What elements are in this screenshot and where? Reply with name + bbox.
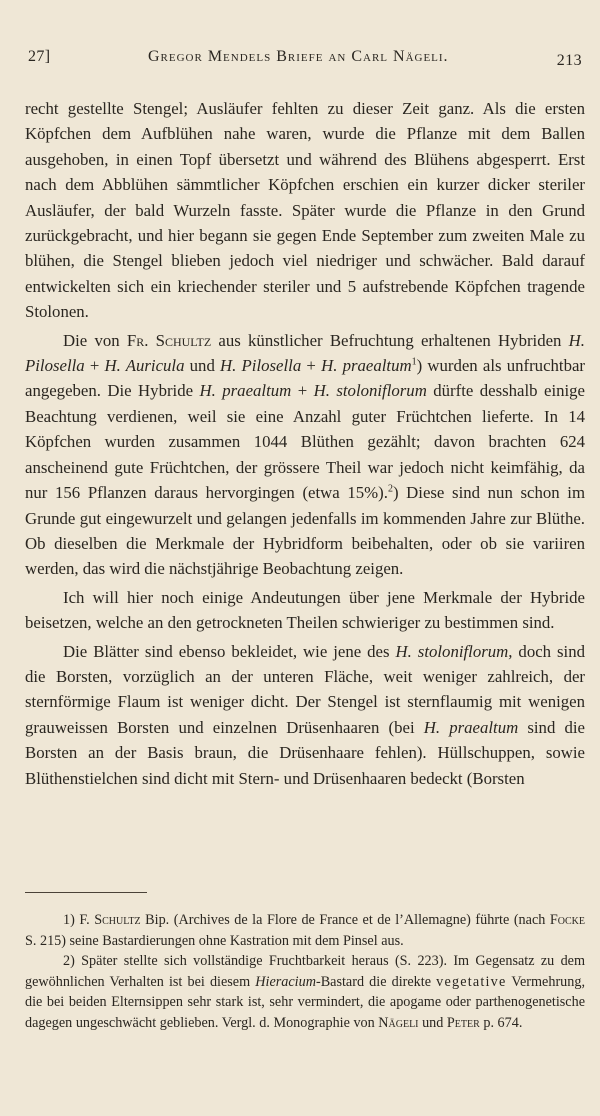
author-name: F. Schultz [79, 912, 141, 928]
footnote-divider [25, 892, 147, 893]
text-run: Später stellte sich vollständige Fruchtbarkeit heraus (S. 223). Im Gegensatz zu dem gewöhnlichen Verhalten ist bei diesem [25, 953, 585, 990]
taxon-name: H. praealtum [199, 381, 292, 401]
page-number: 213 [556, 52, 582, 69]
taxon-name: H. praealtum [423, 717, 519, 737]
running-header [28, 48, 582, 70]
author-name: Nägeli [378, 1014, 419, 1031]
text-run: ) Diese sind nun schon im Grunde gut eingewurzelt und gelangen jedenfalls im kommenden Jahre zur Blüthe. Ob dieselben die Merkmale der Hybridform beibehalten, oder ob sie variiren werden, das wird die nächstjährige Beobachtung zeigen. [25, 483, 585, 579]
paragraph-4 [25, 639, 585, 791]
text-run: Die von [63, 330, 127, 350]
text-run: dürfte desshalb einige Beachtung verdienen, weil sie eine Anzahl guter Früchtchen lieferte. In 14 Köpfchen wurden zusammen 1044 Blüthen gezählt; davon brachten 624 anscheinend gute Früchtchen, der grössere Theil war jedoch nicht keimfähig, da nur 156 Pflanzen daraus hervorgingen (etwa 15%). [25, 381, 586, 503]
text-run: + [291, 381, 314, 401]
text-run: p. 674. [479, 1014, 523, 1031]
taxon-name: H. praealtum [321, 356, 412, 376]
text-run: und [418, 1014, 447, 1031]
text-run: doch sind die Borsten, vorzüglich an der unteren Fläche, weit weniger zahlreich, der sternförmige Flaum ist weniger dicht. Der Stengel ist sternflaumig mit wenigen grauweissen Borsten und einzelnen Drüsenhaaren (bei [25, 641, 585, 737]
taxon-name: H. stoloniflorum [313, 381, 427, 401]
text-run: + [301, 356, 322, 376]
footnotes [25, 910, 585, 1034]
footnote-marker: 1) [63, 912, 80, 928]
author-name: Fr. Schultz [126, 330, 212, 350]
text-run: Vermehrung, die bei beiden Elternsippen sehr stark ist, sehr vermindert, die apogame oder parthenogenetische dagegen ungeschwächt geblieben. Vergl. d. Monographie von [25, 973, 586, 1031]
text-run: Bip. (Archives de la Flore de France et de l’Allemagne) führte (nach [140, 912, 550, 928]
text-run: S. 215) seine Bastardierungen ohne Kastration mit dem Pinsel aus. [25, 932, 404, 949]
taxon-name: H. Auricula [104, 356, 185, 376]
footnote-1 [25, 910, 585, 951]
author-name: Peter [446, 1014, 480, 1031]
taxon-name: H. stoloniflorum, [395, 641, 513, 661]
text-run: -Bastard die direkte [315, 973, 437, 990]
emphasized-word: vegetative [436, 973, 507, 990]
paragraph-1: recht gestellte Stengel; Ausläufer fehlten zu dieser Zeit ganz. Als die ersten Köpfchen dem Aufblühen nahe waren, wurde die Pflanze mit dem Ballen ausgehoben, in einen Topf übersetzt und während des Blühens abgesperrt. Erst nach dem Abblühen sämmtlicher Köpfchen erschien ein kurzer dicker steriler Ausläufer, der bald Wurzeln fasste. Später wurde die Pflanze in den Grund zurückgebracht, und hier begann sie gegen Ende September zum zweiten Male zu blühen, die Stengel blieben jedoch viel niedriger und schwächer. Bald darauf entwickelten sich ein kriechender steriler und 5 aufstrebende Köpfchen tragende Stolonen. [25, 99, 585, 322]
text-run: aus künstlicher Befruchtung erhaltenen Hybriden [211, 330, 569, 350]
footnote-ref: 1 [411, 356, 417, 368]
text-run: ) wurden als unfruchtbar angegeben. Die Hybride [25, 356, 586, 401]
running-title: Gregor Mendels Briefe an Carl Nägeli. [148, 48, 449, 65]
taxon-name: H. Pilosella [25, 330, 585, 376]
taxon-name: Hieracium [255, 973, 316, 990]
text-run: Die Blätter sind ebenso bekleidet, wie jene des [63, 641, 396, 661]
paragraph-3: Ich will hier noch einige Andeutungen über jene Merkmale der Hybride beisetzen, welche an den getrockneten Theilen schwieriger zu bestimmen sind. [25, 587, 585, 633]
footnote-ref: 2 [387, 483, 393, 495]
text-run: + [84, 356, 105, 376]
paragraph-2 [25, 328, 585, 582]
footnote-marker: 2) [63, 953, 82, 970]
main-text [25, 96, 585, 791]
text-run: sind die Borsten an der Basis braun, die Drüsenhaare fehlen). Hüllschuppen, sowie Blüthenstielchen sind dicht mit Stern- und Drüsenhaaren bedeckt (Borsten [25, 717, 585, 788]
chapter-reference: 27] [28, 48, 51, 65]
text-run: und [184, 356, 221, 376]
author-name: Focke [549, 912, 586, 928]
taxon-name: H. Pilosella [220, 356, 302, 376]
footnote-2 [25, 951, 585, 1033]
